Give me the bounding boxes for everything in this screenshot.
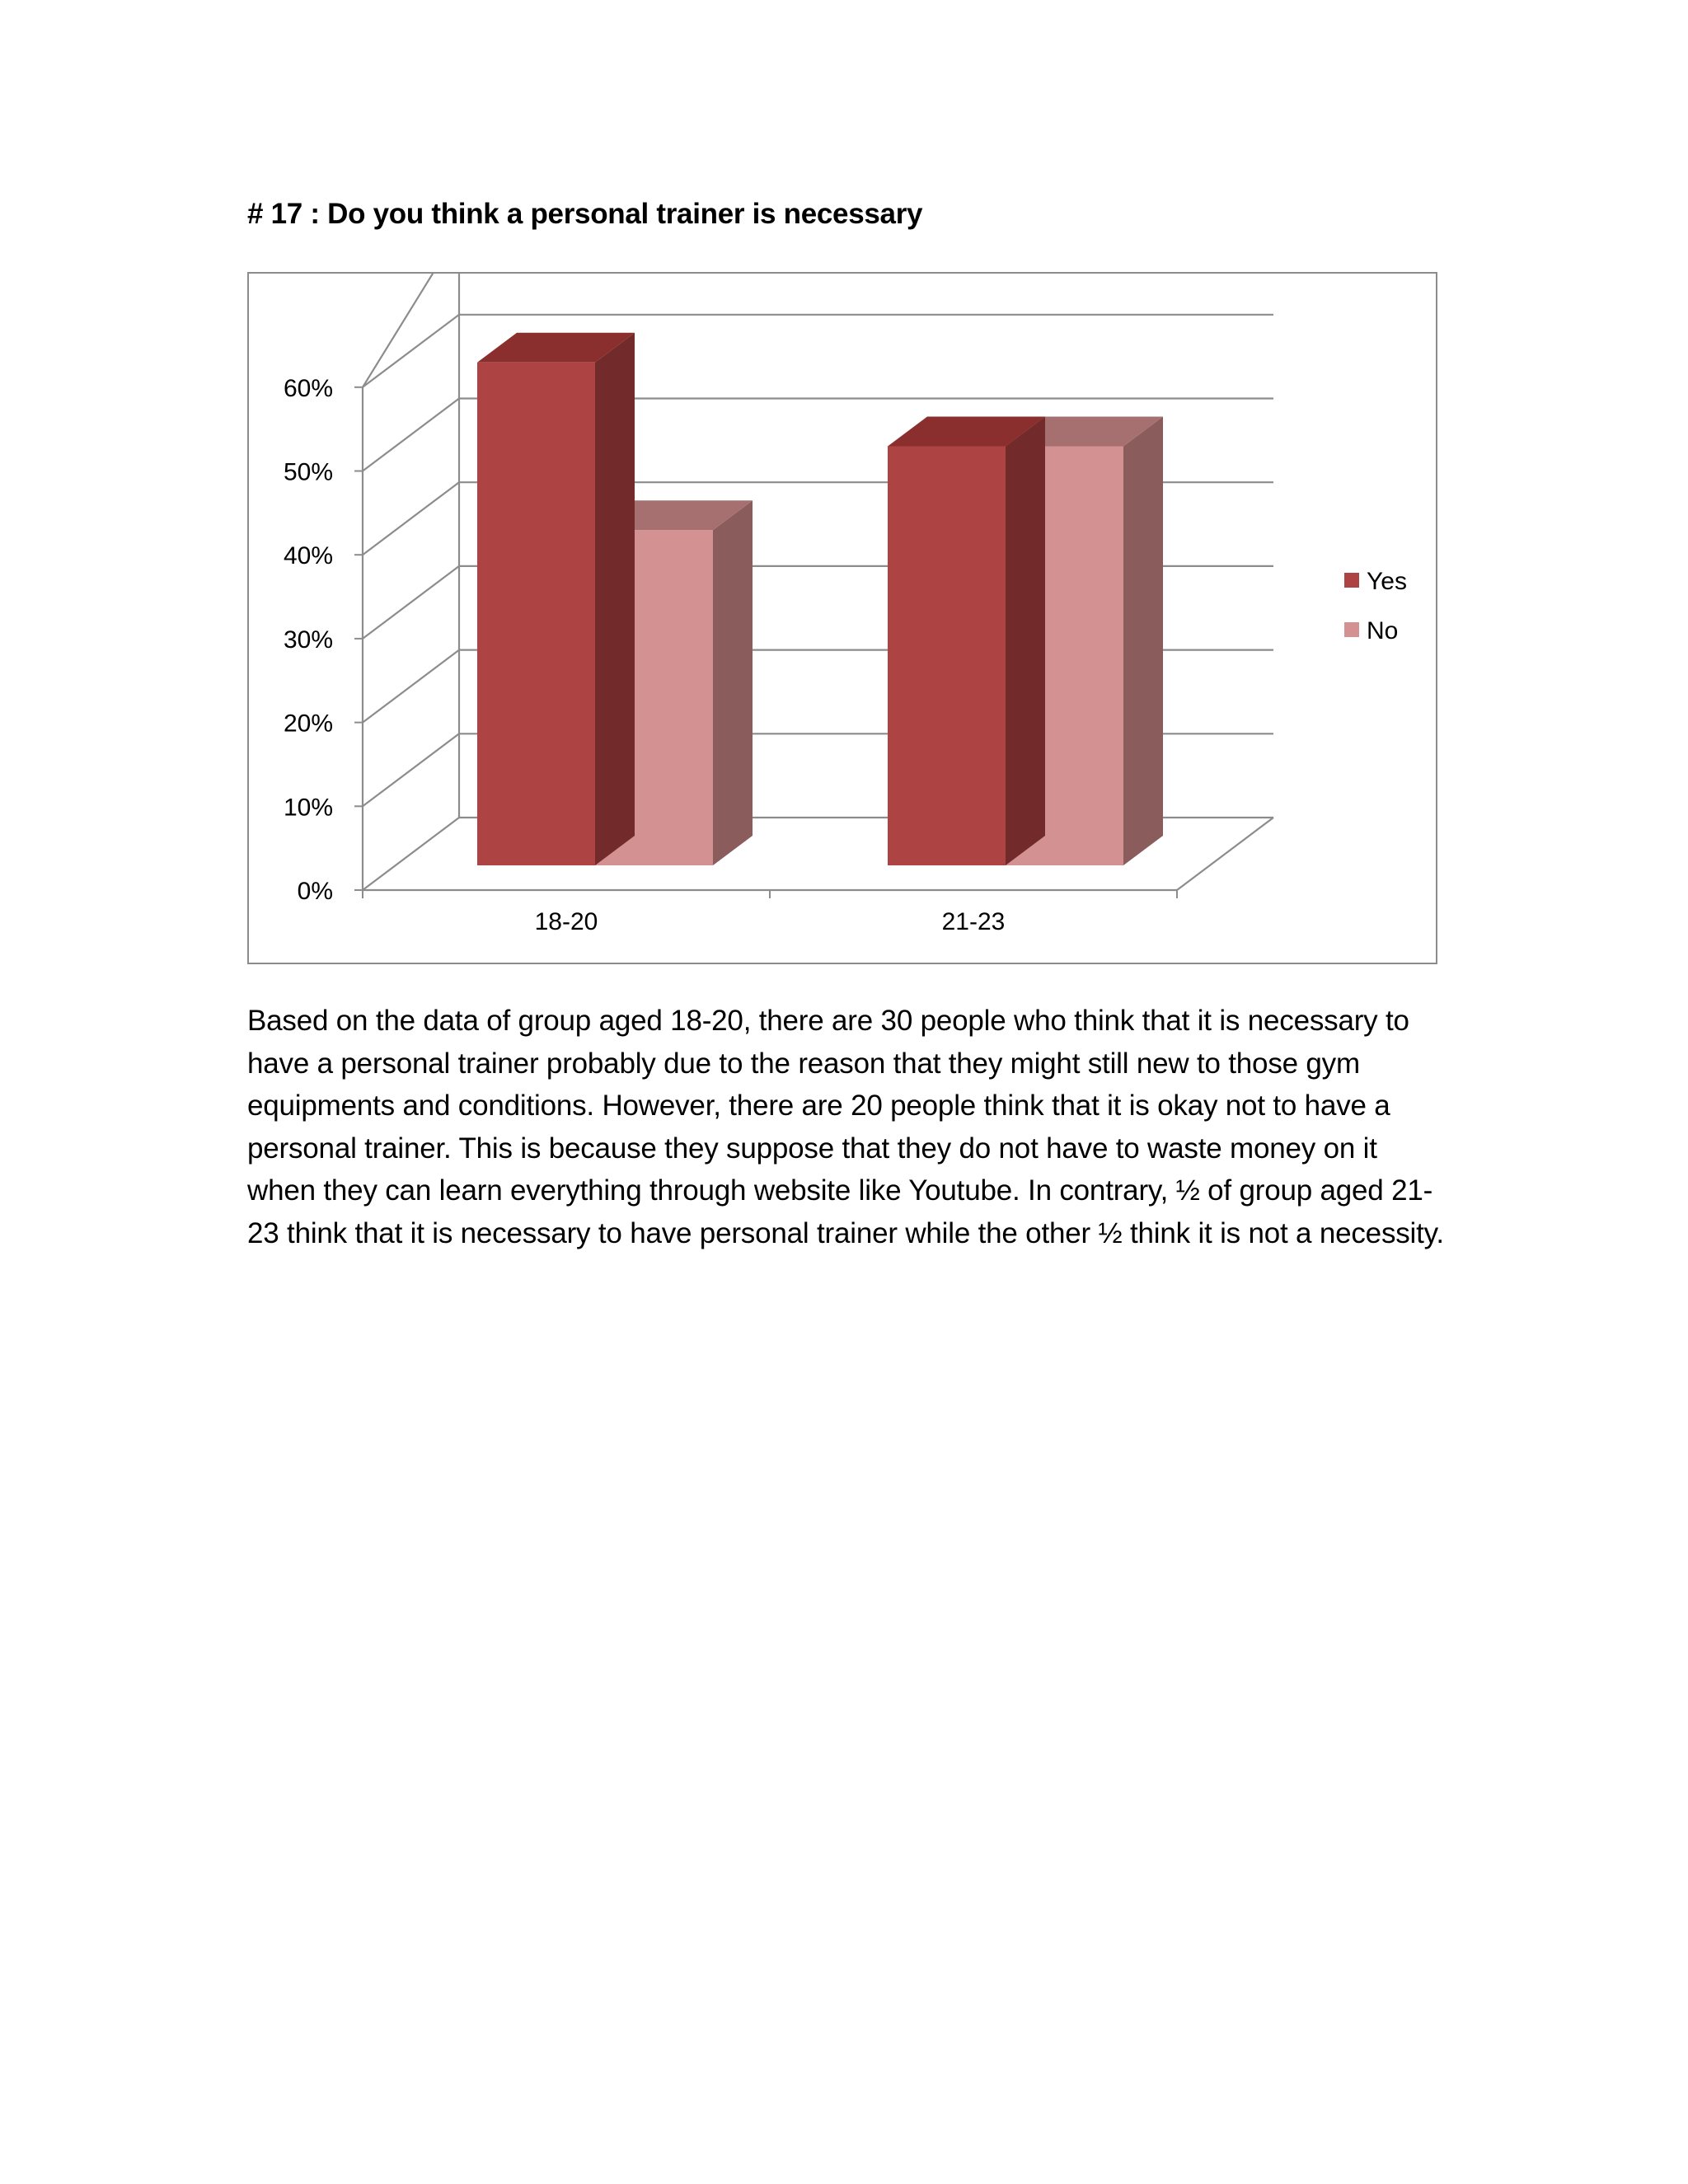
bar-side [1123, 417, 1163, 866]
side-gridline [363, 818, 459, 890]
side-gridline [363, 733, 459, 806]
side-gridline [363, 274, 459, 387]
legend [1344, 568, 1407, 644]
legend-label-no: No [1367, 617, 1399, 644]
chart-bars [477, 333, 1163, 865]
legend-label-yes: Yes [1367, 568, 1407, 595]
side-gridline [363, 650, 459, 723]
floor-edge [1177, 818, 1273, 890]
bar-yes-18-20 [477, 333, 635, 865]
bar-side [1006, 417, 1045, 866]
analysis-paragraph: Based on the data of group aged 18-20, there are 30 people who think that it is necessary to have a personal trainer probably due to the reason that they might still new to those gym equipments and conditions. However, there are 20 people think that it is okay not to have a personal trainer. This is because they suppose that they do not have to waste money on it when they can learn everything through website like Youtube. In contrary, ½ of group aged 21-23 think that it is necessary to have personal trainer while the other ½ think it is not a necessity. [247, 1005, 1444, 1249]
y-tick-label: 20% [283, 710, 333, 738]
y-tick-label: 50% [283, 458, 333, 486]
page-heading: # 17 : Do you think a personal trainer is necessary [247, 198, 923, 230]
y-tick-label: 40% [283, 542, 333, 570]
side-gridline [363, 482, 459, 555]
side-gridline [363, 399, 459, 471]
bar-side [595, 333, 635, 865]
y-tick-label: 60% [283, 374, 333, 402]
y-tick-label: 10% [283, 794, 333, 822]
bar-side [713, 500, 753, 865]
side-gridline [363, 315, 459, 387]
y-tick-label: 0% [297, 878, 333, 905]
bar-front [477, 363, 595, 865]
bar-yes-21-23 [888, 417, 1045, 866]
side-gridline [363, 566, 459, 639]
bar-chart [249, 274, 1436, 963]
x-tick-label: 21-23 [941, 908, 1006, 935]
chart-frame [247, 272, 1437, 964]
legend-swatch-no [1344, 622, 1359, 637]
x-tick-label: 18-20 [534, 908, 598, 935]
y-tick-label: 30% [283, 626, 333, 654]
legend-swatch-yes [1344, 573, 1359, 588]
bar-front [888, 447, 1006, 866]
